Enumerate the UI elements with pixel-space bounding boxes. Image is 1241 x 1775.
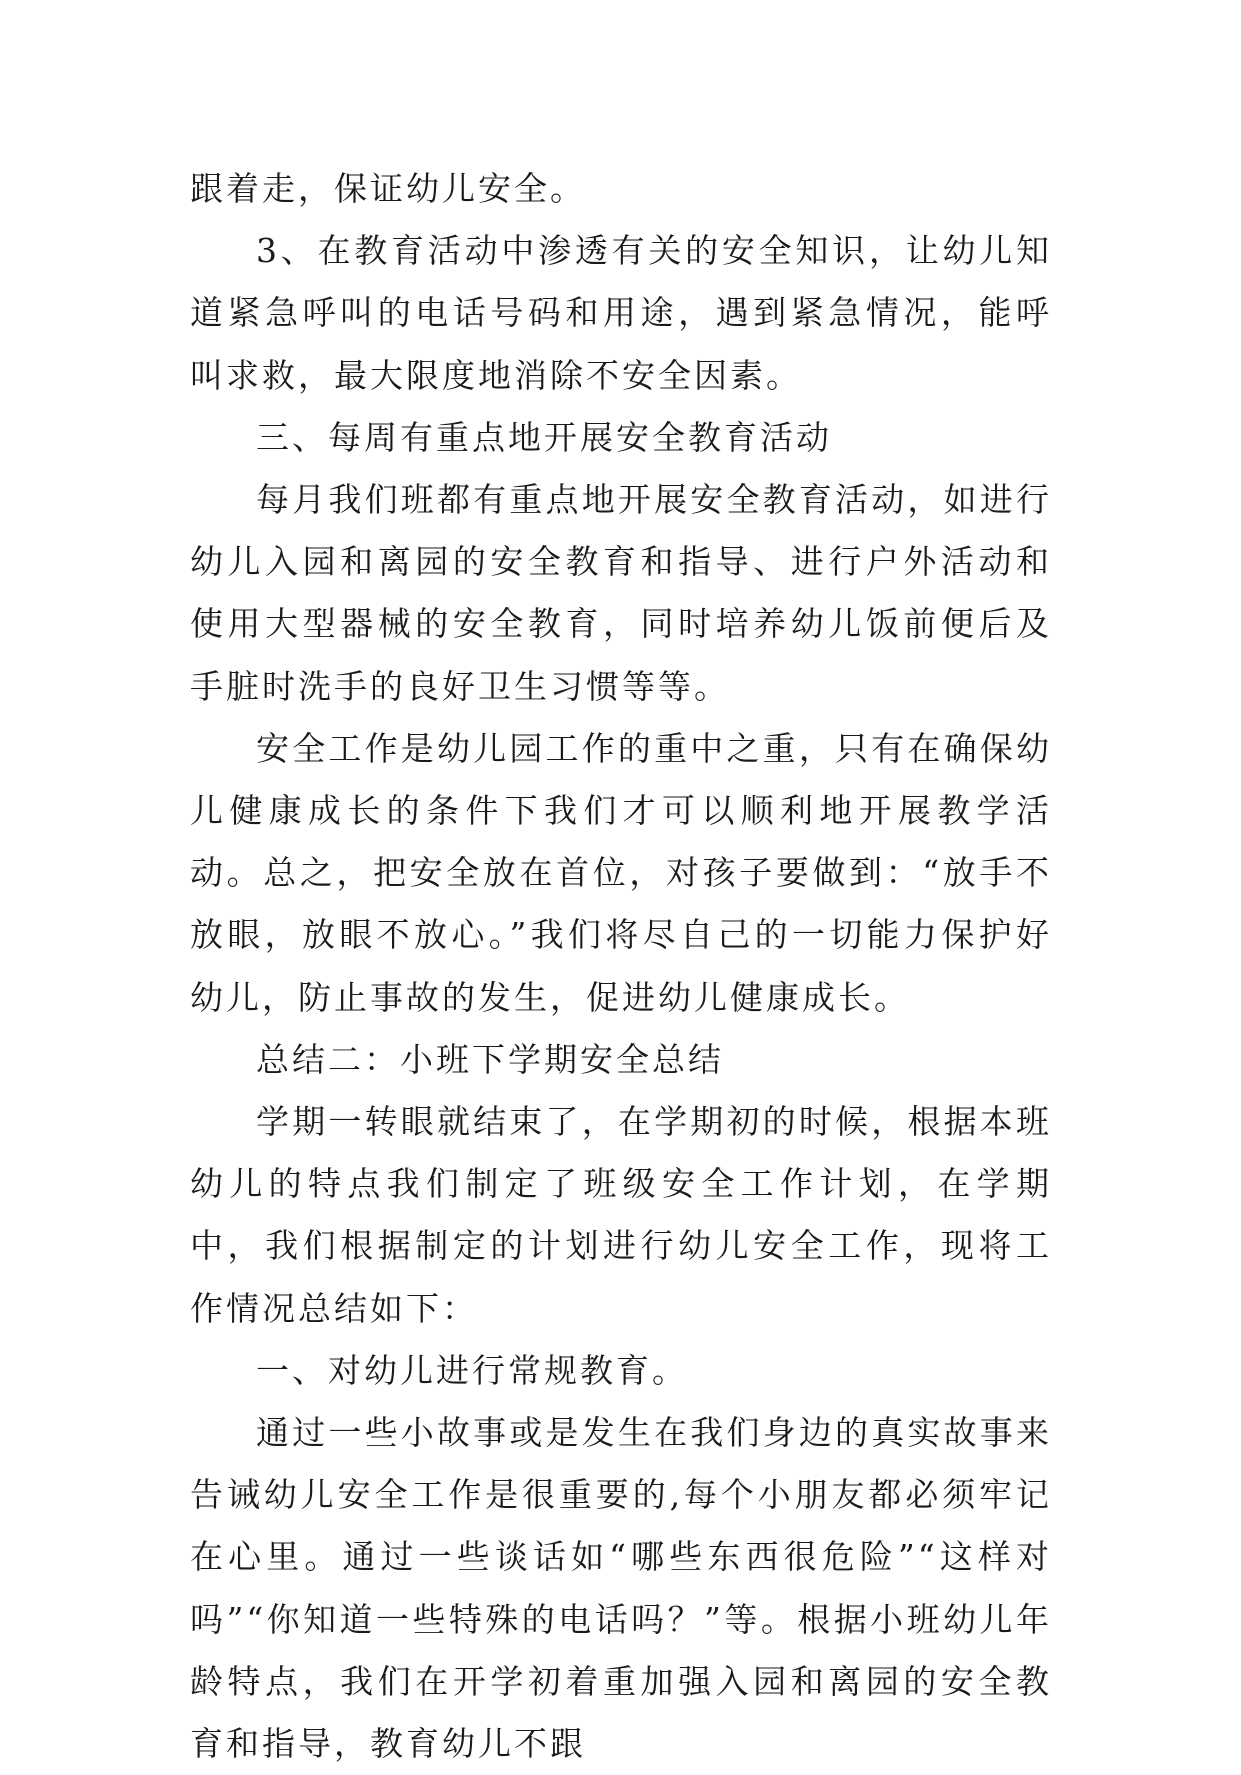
paragraph-conclusion: 安全工作是幼儿园工作的重中之重，只有在确保幼儿健康成长的条件下我们才可以顺利地开展教学活动。总之，把安全放在首位，对孩子要做到：“放手不放眼，放眼不放心。”我们将尽自己的一切能力保护好幼儿，防止事故的发生，促进幼儿健康成长。 (190, 728, 1052, 1017)
paragraph-item-3: 3、在教育活动中渗透有关的安全知识，让幼儿知道紧急呼叫的电话号码和用途，遇到紧急情况，能呼叫求救，最大限度地消除不安全因素。 (190, 231, 1052, 395)
section-heading-3: 三、每周有重点地开展安全教育活动 (256, 417, 832, 457)
paragraph-routine-education: 通过一些小故事或是发生在我们身边的真实故事来告诫幼儿安全工作是很重要的,每个小朋友都必须牢记在心里。通过一些谈话如“哪些东西很危险”“这样对吗”“你知道一些特殊的电话吗？”等。根据小班幼儿年龄特点，我们在开学初着重加强入园和离园的安全教育和指导，教育幼儿不跟 (190, 1413, 1052, 1764)
paragraph-summary-intro: 学期一转眼就结束了，在学期初的时候，根据本班幼儿的特点我们制定了班级安全工作计划，在学期中，我们根据制定的计划进行幼儿安全工作，现将工作情况总结如下： (190, 1102, 1052, 1328)
summary-two-heading: 总结二：小班下学期安全总结 (256, 1039, 724, 1079)
paragraph-weekly-activities: 每月我们班都有重点地开展安全教育活动，如进行幼儿入园和离园的安全教育和指导、进行户外活动和使用大型器械的安全教育，同时培养幼儿饭前便后及手脏时洗手的良好卫生习惯等等。 (190, 480, 1052, 706)
paragraph-continuation: 跟着走，保证幼儿安全。 (190, 169, 586, 208)
document-body (190, 158, 1052, 1775)
section-heading-1: 一、对幼儿进行常规教育。 (256, 1350, 688, 1390)
